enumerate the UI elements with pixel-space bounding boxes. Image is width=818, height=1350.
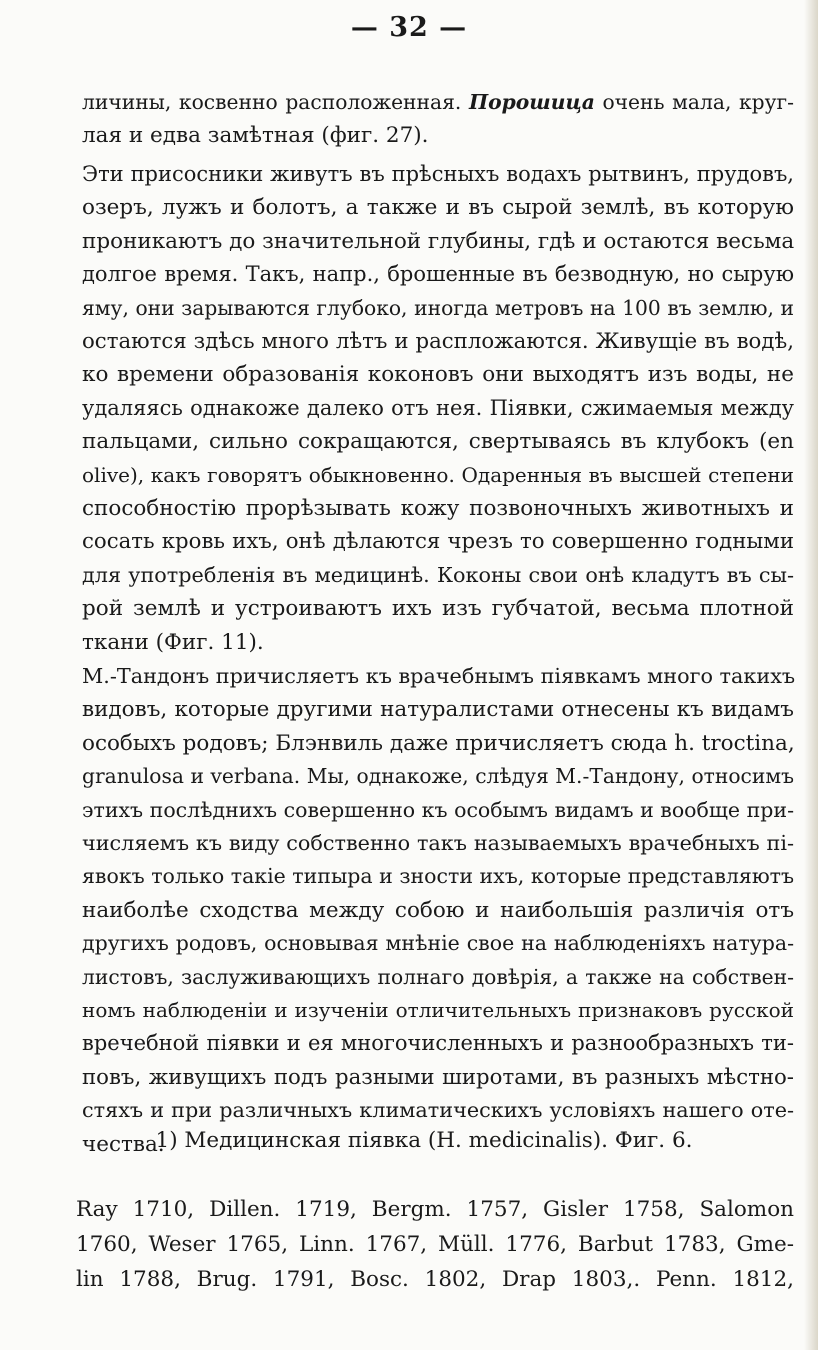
text-line: М.-Тандонъ причисляетъ къ врачебнымъ піявкамъ много такихъ — [82, 664, 796, 688]
text-line: вречебной піявки и ея многочисленныхъ и разнообразныхъ ти- — [82, 1031, 794, 1056]
paragraph-classification — [82, 660, 794, 1161]
text-line: яму, они зарываются глубоко, иногда метровъ на 100 въ землю, и — [82, 295, 794, 320]
text-line: озеръ, лужъ и болотъ, а также и въ сырой землѣ, въ которую — [82, 195, 794, 221]
italic-term: Порошица — [468, 90, 595, 114]
text-line: для употребленія въ медицинѣ. Коконы свои онѣ кладутъ въ сы- — [82, 562, 794, 587]
text-line: явокъ только такіе типыра и зности ихъ, которые представляютъ — [82, 864, 795, 889]
text-line: ко времени образованія коконовъ они выходятъ изъ воды, не — [82, 362, 794, 388]
synonymy-line: Ray 1710, Dillen. 1719, Bergm. 1757, Gisler 1758, Salomon — [76, 1197, 794, 1222]
synonymy-line: 1760, Weser 1765, Linn. 1767, Müll. 1776, Barbut 1783, Gme- — [76, 1232, 794, 1257]
text-run: очень мала, круг- — [602, 90, 795, 114]
text-line: номъ наблюденіи и изученіи отличительныхъ признаковъ русской — [82, 998, 794, 1023]
paragraph-habitat — [82, 158, 794, 659]
text-line: удаляясь однакоже далеко отъ нея. Піявки, сжимаемыя между — [82, 395, 794, 420]
text-line: другихъ родовъ, основывая мнѣніе свое на наблюденіяхъ натура- — [82, 931, 794, 956]
text-line: особыхъ родовъ; Блэнвиль даже причисляетъ сюда h. troctina, — [82, 730, 795, 756]
text-line: видовъ, которые другими натуралистами отнесены къ видамъ — [82, 697, 794, 723]
paragraph-continuation — [82, 86, 794, 153]
text-line: стяхъ и при различныхъ климатическихъ условіяхъ нашего оте- — [82, 1098, 794, 1123]
synonymy-line: lin 1788, Brug. 1791, Bosc. 1802, Drap 1803,. Penn. 1812, — [76, 1267, 794, 1292]
page-edge-shadow — [804, 0, 818, 1350]
text-line: ткани (Фиг. 11). — [82, 629, 264, 655]
species-heading: 1) Медицинская піявка (H. medicinalis). Фиг. 6. — [155, 1128, 693, 1153]
text-line: лая и едва замѣтная (фиг. 27). — [82, 123, 429, 149]
text-line: способностію прорѣзывать кожу позвоночныхъ животныхъ и — [82, 496, 794, 522]
text-line: пальцами, сильно сокращаются, свертываясь въ клубокъ (en — [82, 429, 794, 455]
text-line: чества. — [82, 1131, 165, 1157]
text-line: повъ, живущихъ подъ разными широтами, въ разныхъ мѣстно- — [82, 1064, 794, 1090]
page-number: — 32 — — [350, 12, 468, 43]
text-line: проникаютъ до значительной глубины, гдѣ и остаются весьма — [82, 228, 795, 254]
text-line: долгое время. Такъ, напр., брошенные въ безводную, но сырую — [82, 262, 794, 287]
text-line: Эти присосники живутъ въ прѣсныхъ водахъ рытвинъ, прудовъ, — [82, 162, 794, 186]
text-line: рой землѣ и устроиваютъ ихъ изъ губчатой, весьма плотной — [82, 596, 794, 622]
text-line — [82, 86, 794, 119]
text-line: этихъ послѣднихъ совершенно къ особымъ видамъ и вообще при- — [82, 797, 794, 822]
text-line: листовъ, заслуживающихъ полнаго довѣрія, а также на собствен- — [82, 964, 794, 989]
text-line: сосать кровь ихъ, онѣ дѣлаются чрезъ то совершенно годными — [82, 529, 794, 555]
text-line: числяемъ къ виду собственно такъ называемыхъ врачебныхъ пі- — [82, 831, 794, 856]
text-line: olive), какъ говорятъ обыкновенно. Одаренныя въ высшей степени — [82, 462, 794, 487]
text-line: наиболѣе сходства между собою и наибольшія различія отъ — [82, 897, 794, 923]
text-line: granulosa и verbana. Мы, однакоже, слѣдуя М.-Тандону, относимъ — [82, 764, 794, 789]
text-run: личины, косвенно расположенная. — [82, 90, 462, 114]
synonymy-block — [76, 1192, 794, 1297]
text-line: остаются здѣсь много лѣтъ и распложаются. Живущіе въ водѣ, — [82, 329, 794, 355]
